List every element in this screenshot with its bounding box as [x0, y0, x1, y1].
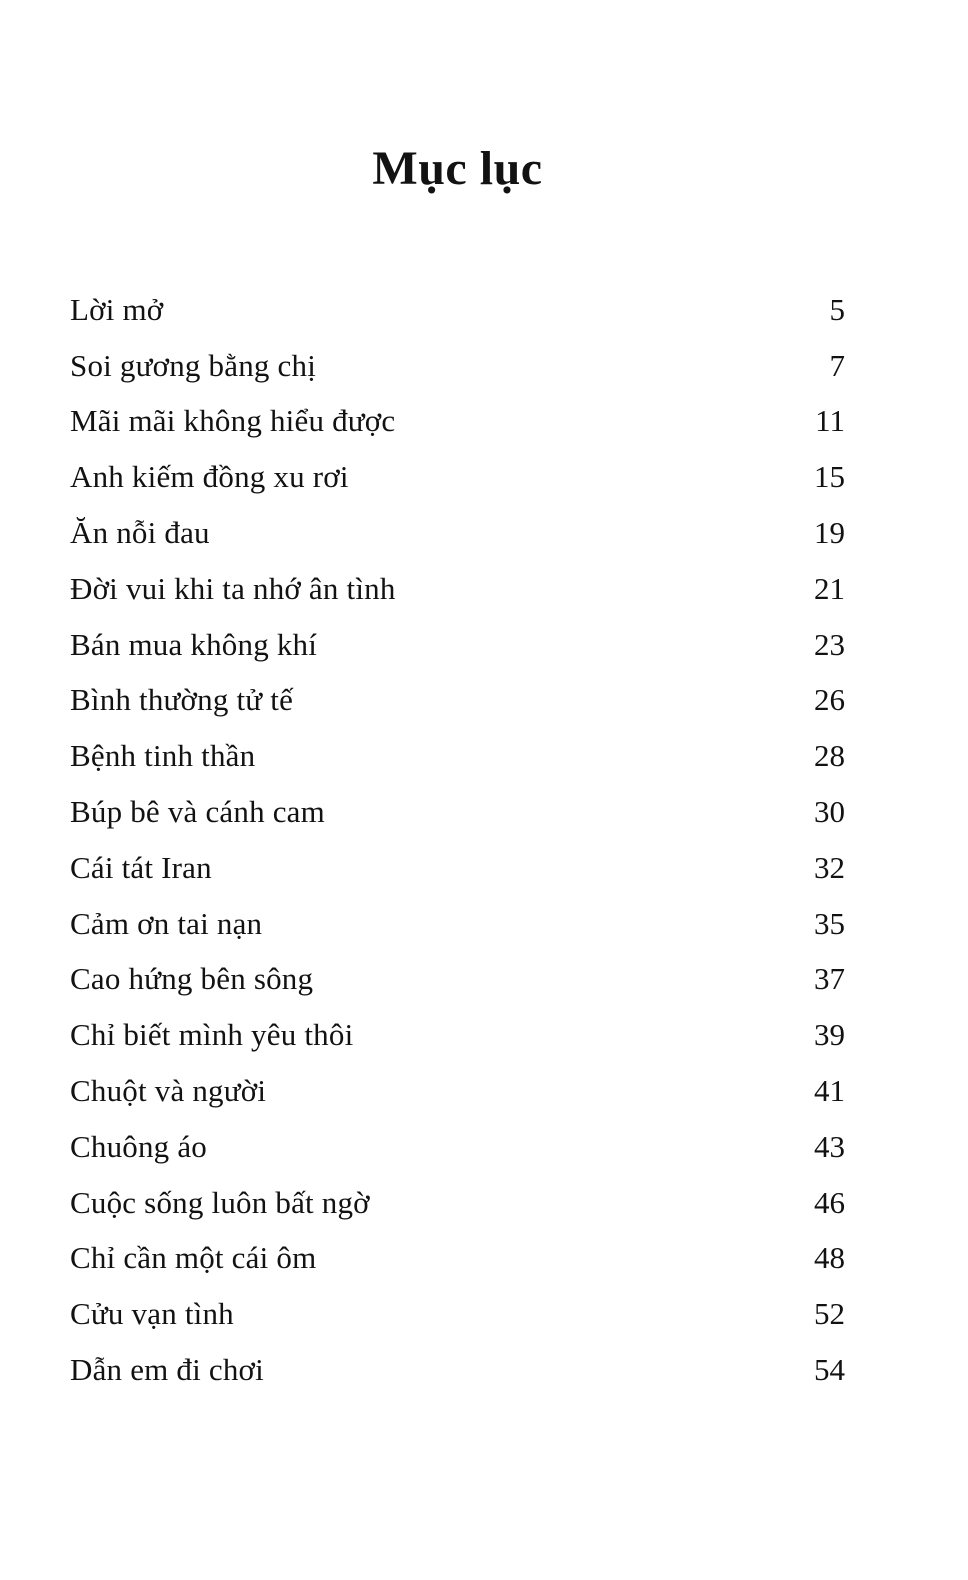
- toc-entry-title: Búp bê và cánh cam: [70, 793, 325, 829]
- toc-entry-title: Dẫn em đi chơi: [70, 1351, 264, 1387]
- toc-entry: [70, 505, 845, 561]
- toc-entry-page: 37: [814, 961, 845, 997]
- toc-entry: [70, 1119, 845, 1175]
- toc-entry-title: Chuông áo: [70, 1128, 207, 1164]
- toc-entry-page: 46: [814, 1184, 845, 1220]
- toc-entry: [70, 282, 845, 338]
- toc-entry-page: 19: [814, 514, 845, 550]
- toc-entry-page: 7: [829, 347, 845, 383]
- toc-entry: [70, 1175, 845, 1231]
- toc-entry-page: 41: [814, 1072, 845, 1108]
- toc-entry: [70, 896, 845, 952]
- toc-entry-page: 43: [814, 1128, 845, 1164]
- toc-entry: [70, 1286, 845, 1342]
- toc-entry-title: Bán mua không khí: [70, 626, 318, 662]
- toc-entry-page: 30: [814, 793, 845, 829]
- toc-entry-page: 26: [814, 682, 845, 718]
- toc-entry: [70, 1230, 845, 1286]
- toc-entry: [70, 393, 845, 449]
- toc-entry-title: Chuột và người: [70, 1072, 267, 1108]
- toc-entry: [70, 672, 845, 728]
- toc-entry: [70, 1063, 845, 1119]
- toc-entry-title: Chỉ cần một cái ôm: [70, 1240, 317, 1276]
- toc-entry-title: Soi gương bằng chị: [70, 347, 317, 383]
- toc-entry-title: Cuộc sống luôn bất ngờ: [70, 1184, 370, 1220]
- toc-entry-title: Bệnh tinh thần: [70, 738, 256, 774]
- toc-entry: [70, 784, 845, 840]
- toc-entry-title: Bình thường tử tế: [70, 682, 294, 718]
- toc-entry: [70, 338, 845, 394]
- toc-entry: [70, 449, 845, 505]
- toc-entry-title: Chỉ biết mình yêu thôi: [70, 1017, 354, 1053]
- toc-entry-title: Ăn nỗi đau: [70, 514, 210, 550]
- toc-entry: [70, 1342, 845, 1398]
- toc-entry-title: Cái tát Iran: [70, 849, 212, 885]
- toc-entry-page: 52: [814, 1296, 845, 1332]
- page-title: Mục lục: [372, 142, 543, 195]
- toc-entry-title: Cảm ơn tai nạn: [70, 905, 263, 941]
- toc-entry: [70, 561, 845, 617]
- toc-entry-title: Mãi mãi không hiểu được: [70, 403, 396, 439]
- toc-entry: [70, 728, 845, 784]
- toc-entry-page: 5: [829, 291, 845, 327]
- toc-entry-page: 11: [815, 403, 845, 439]
- toc-entry-page: 48: [814, 1240, 845, 1276]
- toc-entry-title: Lời mở: [70, 291, 164, 327]
- toc-entry: [70, 951, 845, 1007]
- toc-entry-page: 15: [814, 459, 845, 495]
- toc-entry-title: Đời vui khi ta nhớ ân tình: [70, 570, 396, 606]
- toc-list: [70, 282, 845, 1398]
- toc-entry: [70, 617, 845, 673]
- toc-entry-page: 54: [814, 1351, 845, 1387]
- toc-entry-title: Cửu vạn tình: [70, 1296, 234, 1332]
- toc-entry: [70, 1007, 845, 1063]
- toc-entry-page: 35: [814, 905, 845, 941]
- toc-entry-title: Cao hứng bên sông: [70, 961, 314, 997]
- toc-entry-page: 23: [814, 626, 845, 662]
- toc-entry-page: 21: [814, 570, 845, 606]
- toc-entry-title: Anh kiếm đồng xu rơi: [70, 459, 349, 495]
- toc-entry-page: 39: [814, 1017, 845, 1053]
- toc-entry-page: 32: [814, 849, 845, 885]
- toc-entry: [70, 840, 845, 896]
- toc-entry-page: 28: [814, 738, 845, 774]
